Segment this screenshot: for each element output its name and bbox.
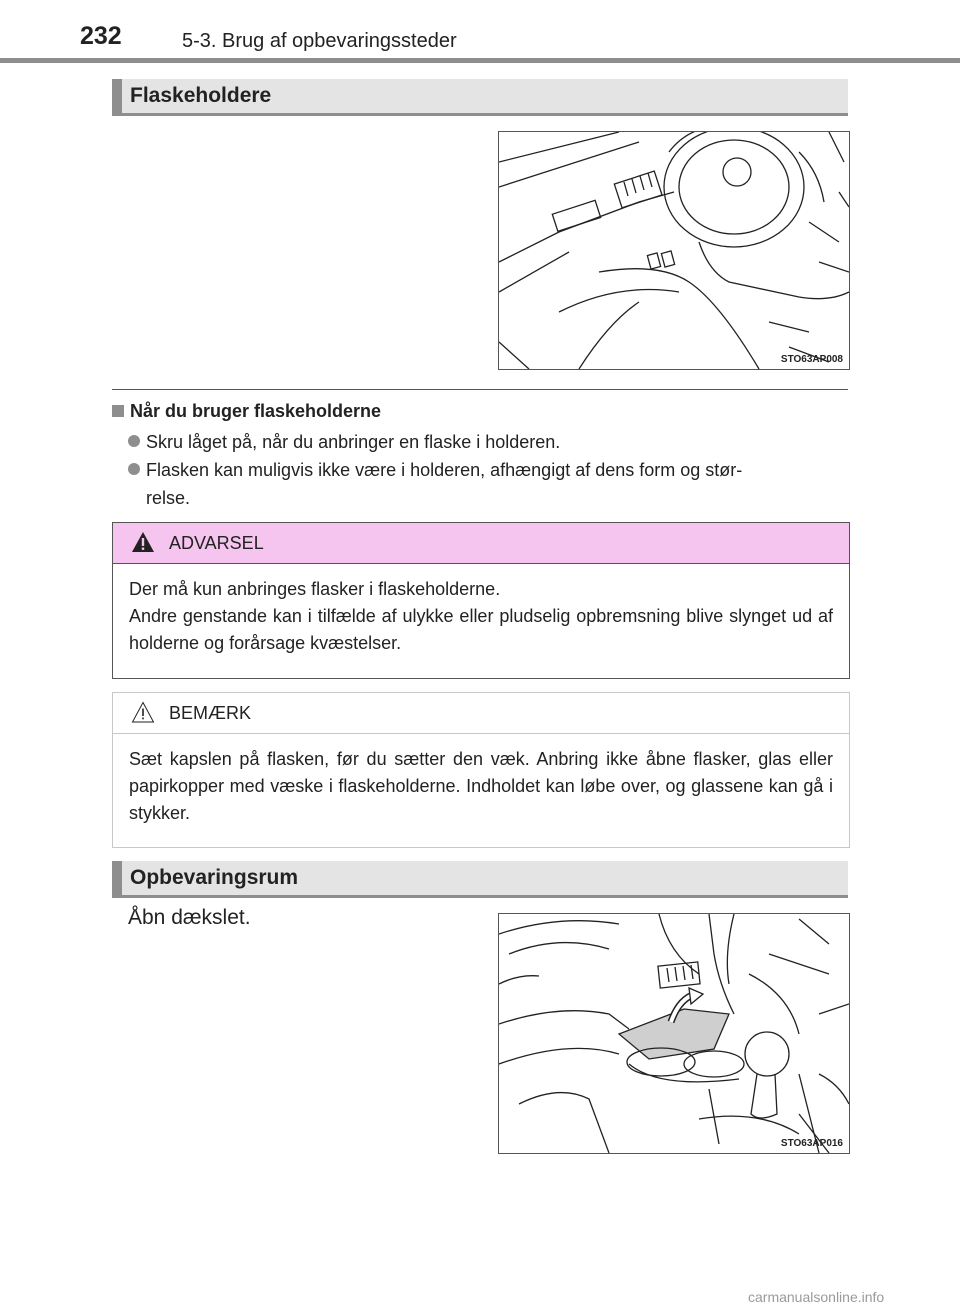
header-rule xyxy=(0,58,960,63)
bullet-text: Skru låget på, når du anbringer en flaske i holderen. xyxy=(146,432,561,452)
figure-code: STO63AP016 xyxy=(780,1138,843,1149)
section-accent xyxy=(112,79,122,116)
divider xyxy=(112,389,848,390)
figure-storage-compartment xyxy=(498,913,850,1154)
round-bullet-icon xyxy=(128,463,140,475)
usage-heading xyxy=(112,401,381,422)
notice-box xyxy=(112,692,850,848)
figure-cup-holders xyxy=(498,131,850,370)
square-bullet-icon xyxy=(112,405,124,417)
warning-header xyxy=(113,523,849,564)
section-bar-opbevaringsrum xyxy=(112,861,848,898)
bullet-text-continued: relse. xyxy=(146,488,191,508)
warning-box xyxy=(112,522,850,679)
step-text: Åbn dækslet. xyxy=(128,906,251,929)
notice-triangle-icon xyxy=(131,701,155,723)
warning-title: ADVARSEL xyxy=(169,533,264,553)
chapter-title: 5-3. Brug af opbevaringssteder xyxy=(182,30,457,52)
warning-triangle-icon xyxy=(131,531,155,553)
section-bar-flaskeholdere xyxy=(112,79,848,116)
notice-body: Sæt kapslen på flasken, før du sætter den væk. Anbring ikke åbne flasker, glas eller papirkopper med væske i flaskeholderne. Indholdet kan løbe over, og glassene kan gå i stykker. xyxy=(129,749,833,823)
list-item xyxy=(128,456,850,512)
warning-body xyxy=(113,564,849,667)
notice-title: BEMÆRK xyxy=(169,703,252,723)
cup-holder-illustration xyxy=(499,132,849,369)
warning-line-1: Der må kun anbringes flasker i flaskeholderne. xyxy=(129,579,501,599)
bullet-text: Flasken kan muligvis ikke være i holderen, afhængigt af dens form og stør- xyxy=(146,460,743,480)
warning-line-2: Andre genstande kan i tilfælde af ulykke eller pludselig opbremsning blive slynget ud af holderne og forårsage kvæstelser. xyxy=(129,606,833,653)
usage-heading-text: Når du bruger flaskeholderne xyxy=(130,401,382,421)
storage-illustration xyxy=(499,914,849,1153)
watermark: carmanualsonline.info xyxy=(748,1289,885,1305)
page-number: 232 xyxy=(80,22,122,50)
list-item xyxy=(128,428,850,456)
section-title: Flaskeholdere xyxy=(130,84,272,107)
figure-code: STO63AP008 xyxy=(780,354,843,365)
section-title: Opbevaringsrum xyxy=(130,866,299,889)
section-accent xyxy=(112,861,122,898)
page-header xyxy=(0,0,960,66)
round-bullet-icon xyxy=(128,435,140,447)
notice-header xyxy=(113,693,849,734)
